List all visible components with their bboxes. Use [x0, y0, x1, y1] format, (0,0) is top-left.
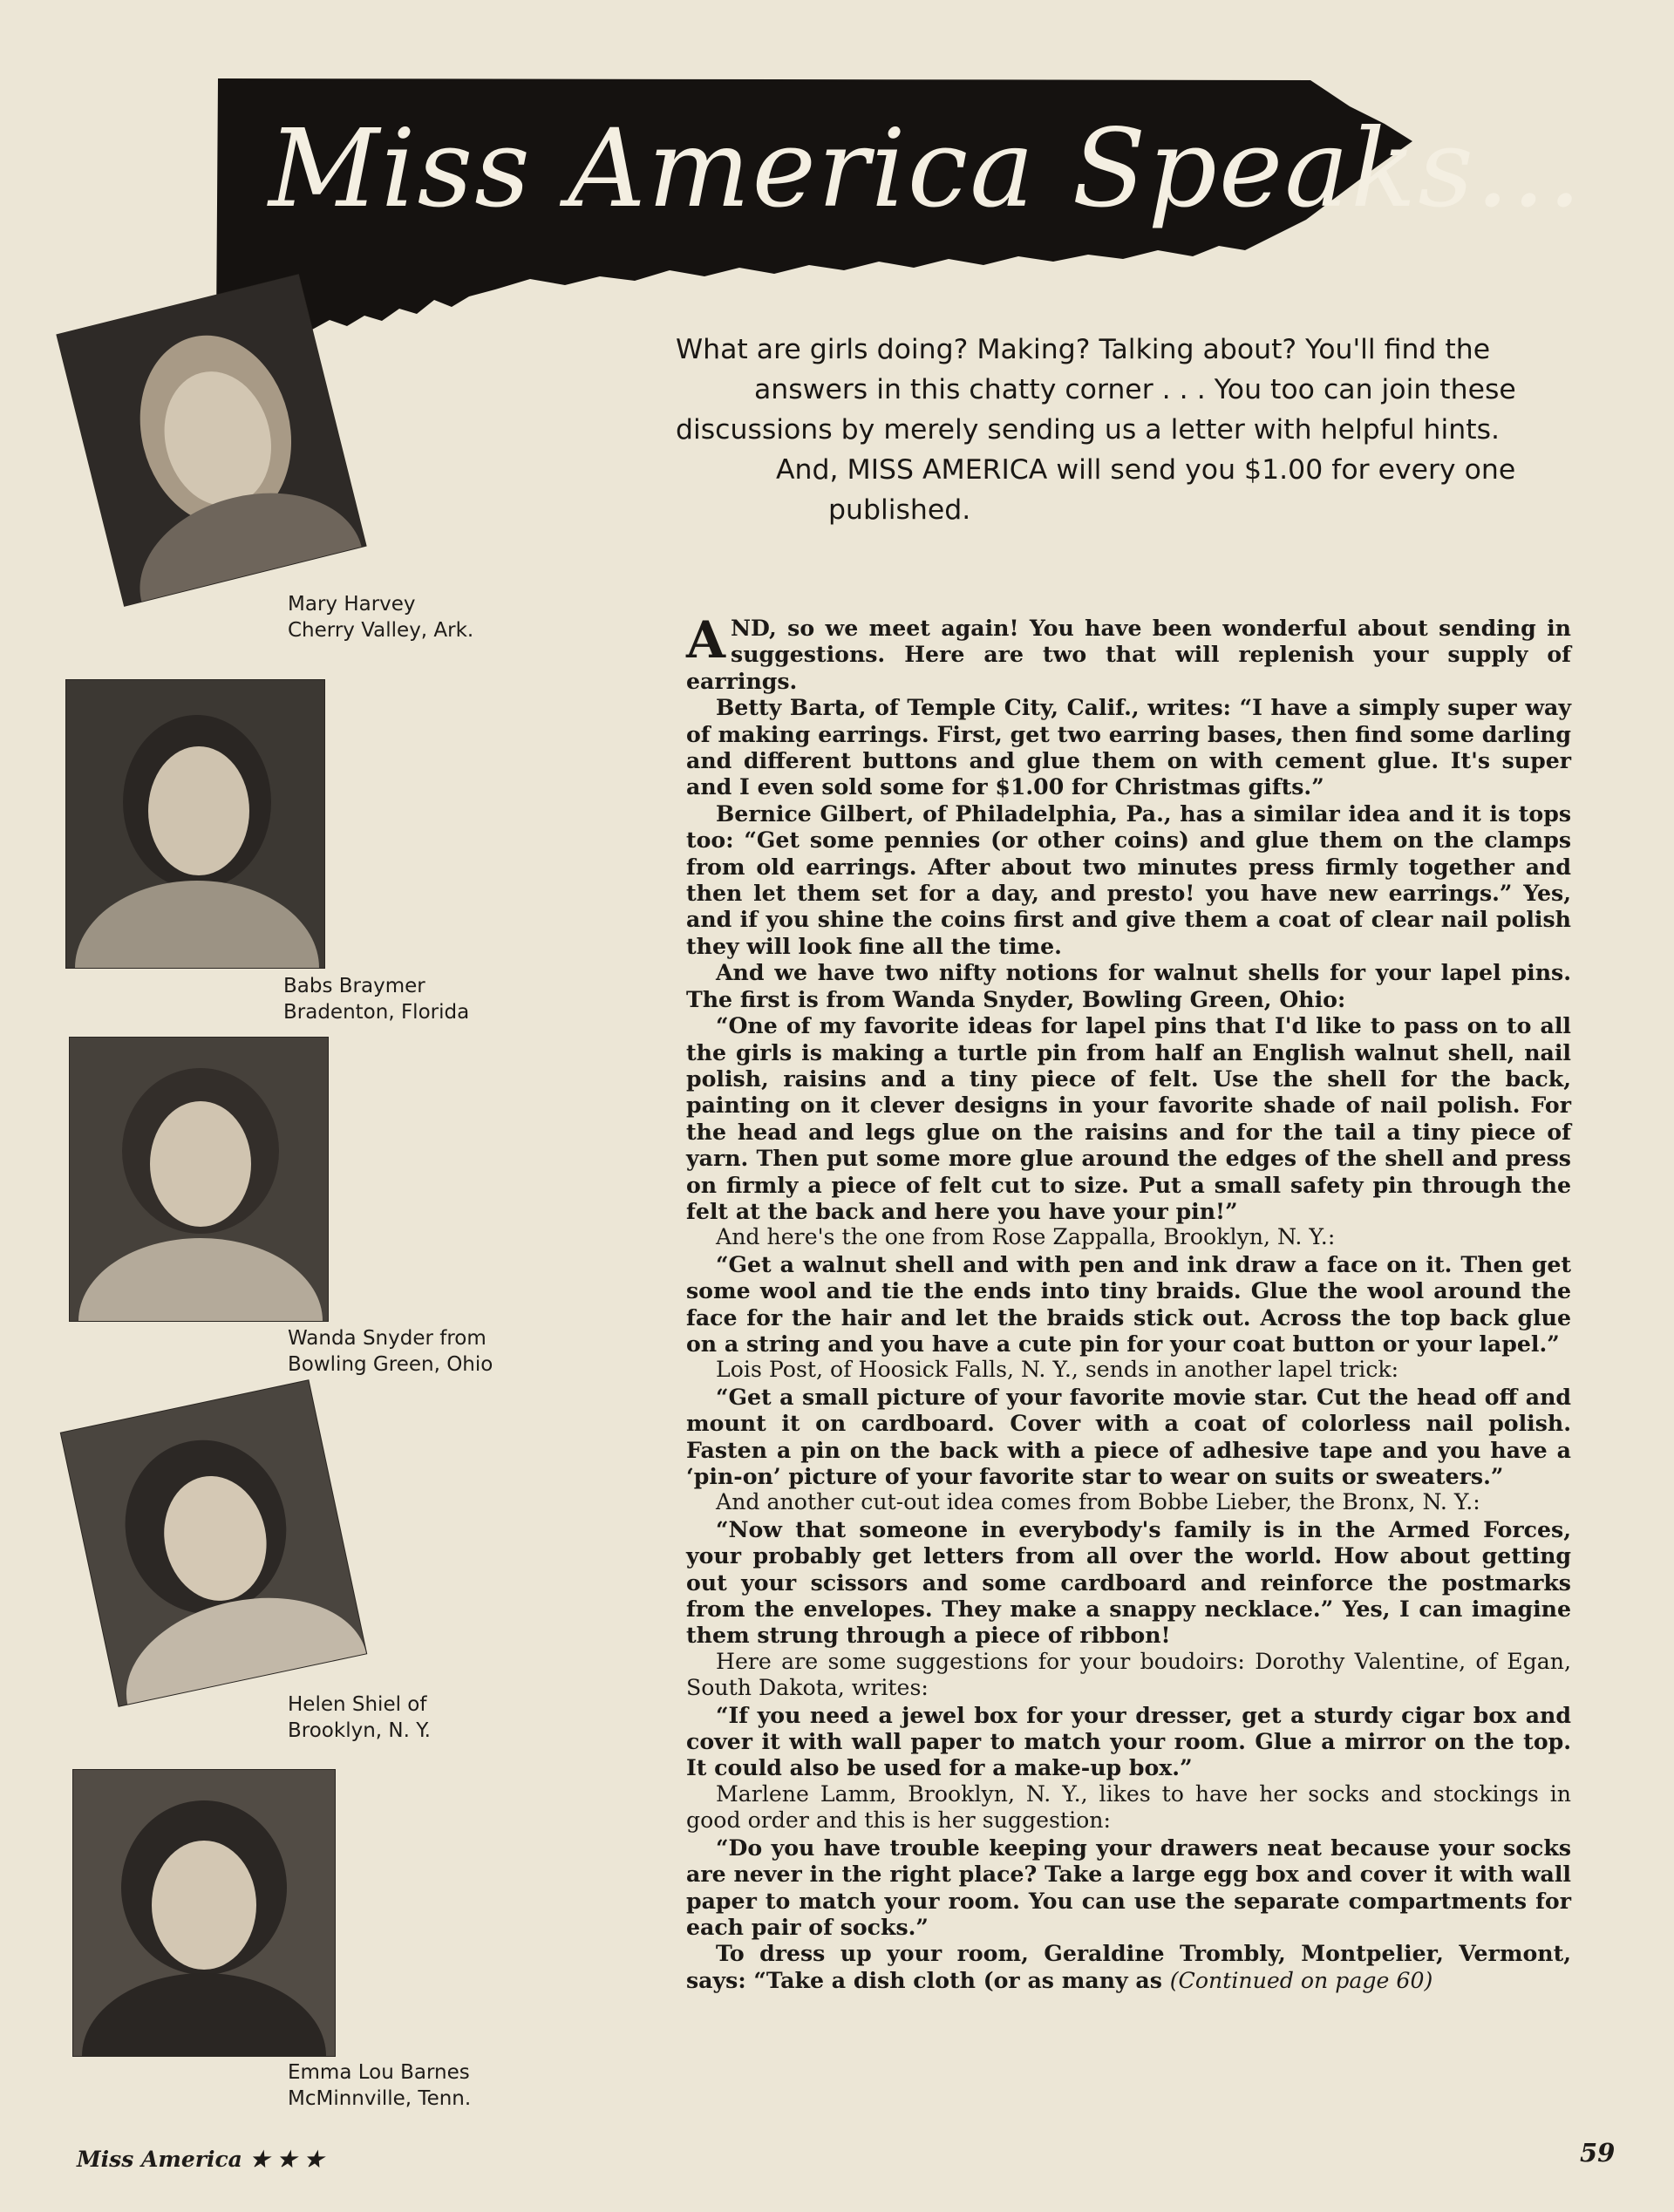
article-paragraph: “Get a walnut shell and with pen and ink draw a face on it. Then get some wool and tie the ends into tiny braids. Glue the wool around the face for the hair and let the braids stick out. Across the top back glue on a string and you have a cute pin for your coat button or your lapel.”: [686, 1250, 1571, 1357]
drop-cap: A: [686, 610, 726, 670]
photo-caption: [288, 1691, 431, 1744]
article-paragraph: And here's the one from Rose Zappalla, Brooklyn, N. Y.:: [716, 1224, 1336, 1250]
article-paragraph: “Get a small picture of your favorite movie star. Cut the head off and mount it on cardboard. Cover with a coat of colorless nail polish. Fasten a pin on the back with a piece of adhesive tape and you have a ‘pin-on’ picture of your favorite star to wear on suits or sweaters.”: [686, 1383, 1571, 1489]
portrait-image: [61, 1380, 366, 1705]
caption-name: Helen Shiel of: [288, 1693, 427, 1716]
caption-name: Babs Braymer: [283, 975, 425, 997]
portrait-photo: [70, 1038, 328, 1321]
page-title: Miss America Speaks...: [269, 106, 1584, 232]
article-text: To dress up your room, Geraldine Trombly, Montpelier, Vermont, says: “Take a dish cloth (or as many as: [686, 1940, 1571, 1993]
photo-caption: [288, 1325, 493, 1378]
intro-text: [676, 330, 1569, 530]
article-text: ND, so we meet again! You have been wonderful about sending in suggestions. Here are two that will replenish your supply of earrings.: [686, 615, 1571, 694]
article-paragraph: “One of my favorite ideas for lapel pins that I'd like to pass on to all the girls is making a turtle pin from half an English walnut shell, nail polish, raisins and a tiny piece of felt. Use the shell for the back, painting on it clever designs in your favorite shade of nail polish. For the head and legs glue on the raisins and for the tail a tiny piece of yarn. Then put some more glue around the edges of the shell and press on firmly a piece of felt cut to size. Put a small safety pin through the felt at the back and here you have your pin!”: [686, 1012, 1571, 1224]
article-paragraph: [686, 1940, 1571, 1994]
article-paragraph: Bernice Gilbert, of Philadelphia, Pa., has a similar idea and it is tops too: “Get some pennies (or other coins) and glue them on the clamps from old earrings. After about two minutes press firmly together and then let them set for a day, and presto! you have new earrings.” Yes, and if you shine the coins first and give them a coat of clear nail polish they will look fine all the time.: [686, 800, 1571, 959]
portrait-image: [73, 1770, 335, 2056]
portrait-photo: [61, 1380, 366, 1705]
intro-line: discussions by merely sending us a letter with helpful hints.: [676, 414, 1500, 446]
article-paragraph: Marlene Lamm, Brooklyn, N. Y., likes to have her socks and stockings in good order and this is her suggestion:: [686, 1780, 1571, 1834]
article-paragraph: And we have two nifty notions for walnut shells for your lapel pins. The first is from Wanda Snyder, Bowling Green, Ohio:: [686, 959, 1571, 1012]
article-paragraph: And another cut-out idea comes from Bobbe Lieber, the Bronx, N. Y.:: [716, 1489, 1480, 1515]
caption-location: Bowling Green, Ohio: [288, 1353, 493, 1376]
article-paragraph: Here are some suggestions for your boudoirs: Dorothy Valentine, of Egan, South Dakota, writes:: [686, 1648, 1571, 1701]
article-paragraph: Betty Barta, of Temple City, Calif., writes: “I have a simply super way of making earrings. First, get two earring bases, then find some darling and different buttons and glue them on with cement glue. It's super and I even sold some for $1.00 for Christmas gifts.”: [686, 694, 1571, 800]
intro-line: And, MISS AMERICA will send you $1.00 for every one: [776, 454, 1516, 486]
header-banner: [216, 71, 1584, 333]
caption-location: Brooklyn, N. Y.: [288, 1719, 431, 1742]
caption-name: Wanda Snyder from: [288, 1327, 487, 1350]
portrait-image: [66, 680, 324, 968]
photo-caption: [288, 591, 473, 643]
article-paragraph: “Now that someone in everybody's family is in the Armed Forces, your probably get letters from all over the world. How about getting out your scissors and some cardboard and reinforce the postmarks from the envelopes. They make a snappy necklace.” Yes, I can imagine them strung through a piece of ribbon!: [686, 1515, 1571, 1649]
caption-location: McMinnville, Tenn.: [288, 2087, 472, 2110]
magazine-name: Miss America ★ ★ ★: [77, 2147, 324, 2172]
portrait-photo: [73, 1770, 335, 2056]
portrait-photo: [66, 680, 324, 968]
photo-caption: [283, 973, 469, 1025]
article-paragraph: Lois Post, of Hoosick Falls, N. Y., sends in another lapel trick:: [716, 1357, 1399, 1383]
caption-name: Emma Lou Barnes: [288, 2061, 470, 2084]
article-body: [686, 610, 1571, 2053]
article-paragraph: [686, 610, 1571, 694]
caption-location: Bradenton, Florida: [283, 1001, 470, 1024]
intro-line: answers in this chatty corner . . . You too can join these: [754, 374, 1516, 405]
caption-name: Mary Harvey: [288, 593, 416, 616]
intro-line: What are girls doing? Making? Talking about? You'll find the: [676, 334, 1491, 365]
continued-link[interactable]: (Continued on page 60): [1169, 1967, 1433, 1993]
intro-line: published.: [828, 494, 971, 526]
article-paragraph: “Do you have trouble keeping your drawers neat because your socks are never in the right place? Take a large egg box and cover it with wall paper to match your room. You can use the separate compartments for each pair of socks.”: [686, 1834, 1571, 1940]
portrait-image: [70, 1038, 328, 1321]
caption-location: Cherry Valley, Ark.: [288, 619, 474, 642]
photo-caption: [288, 2059, 471, 2112]
page-number: 59: [1580, 2138, 1616, 2168]
article-paragraph: “If you need a jewel box for your dresser, get a sturdy cigar box and cover it with wall paper to match your room. Glue a mirror on the top. It could also be used for a make-up box.”: [686, 1701, 1571, 1781]
